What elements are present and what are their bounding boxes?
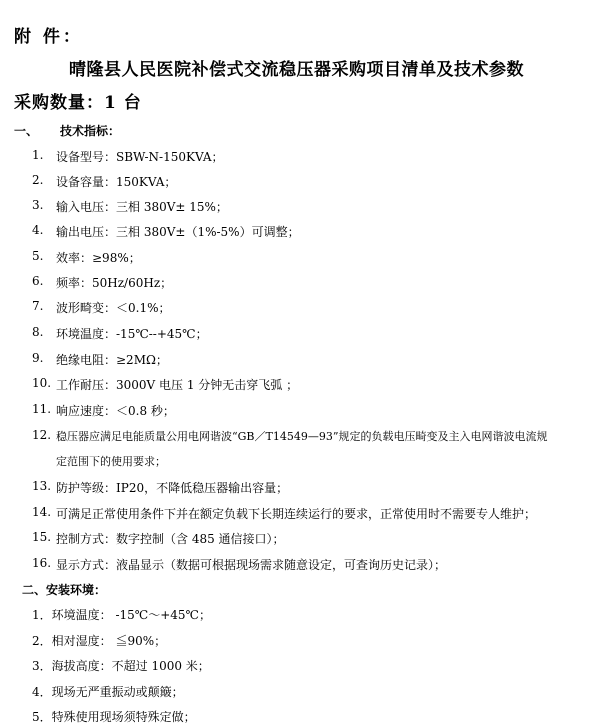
spec-item-number: 4.	[32, 223, 44, 237]
install-item: 4．现场无严重振动或颠簸；	[32, 685, 184, 699]
spec-item-text: 防护等级：IP20，不降低稳压器输出容量；	[56, 481, 289, 495]
spec-item-number: 2.	[32, 173, 44, 187]
spec-item-text: 可满足正常使用条件下并在额定负载下长期连续运行的要求，正常使用时不需要专人维护；	[56, 507, 537, 521]
spec-item-text: 效率：≥98%；	[56, 251, 141, 265]
spec-item-text: 设备容量：150KVA；	[56, 175, 177, 189]
spec-item-number: 15.	[32, 530, 52, 544]
spec-item-text: 输入电压：三相 380V± 15%；	[56, 200, 228, 214]
spec-item-text: 定范围下的使用要求；	[56, 455, 166, 468]
spec-item-text: 输出电压：三相 380V±（1%-5%）可调整；	[56, 225, 300, 239]
section-title: 技术指标：	[60, 124, 121, 138]
spec-item-text: 显示方式：液晶显示（数据可根据现场需求随意设定，可查询历史记录）；	[56, 558, 447, 572]
spec-item-text: 稳压器应满足电能质量公用电网谐波“GB／T14549—93”规定的负载电压畸变及主入电网谐波电流规	[56, 430, 548, 443]
spec-item-number: 9.	[32, 351, 44, 365]
spec-item-number: 11.	[32, 402, 52, 416]
spec-item-number: 8.	[32, 325, 44, 339]
spec-item-number: 3.	[32, 198, 44, 212]
section-installation-heading: 二、安装环境：	[22, 583, 107, 597]
spec-item-number: 16.	[32, 556, 52, 570]
spec-item-text: 波形畸变：＜0.1%；	[56, 301, 171, 315]
spec-item-number: 5.	[32, 249, 44, 263]
section-number: 一、	[14, 124, 39, 138]
install-item: 3．海拔高度：不超过 1000 米；	[32, 659, 210, 673]
spec-item-text: 环境温度：-15℃--+45℃；	[56, 327, 208, 341]
spec-item-text: 频率：50Hz/60Hz；	[56, 276, 173, 290]
spec-item-number: 14.	[32, 505, 52, 519]
install-item: 2．相对湿度： ≦90%；	[32, 634, 167, 648]
spec-item-text: 控制方式：数字控制（含 485 通信接口）；	[56, 532, 285, 546]
spec-item-text: 工作耐压：3000V 电压 1 分钟无击穿飞弧 ；	[56, 378, 299, 392]
spec-item-number: 10.	[32, 376, 52, 390]
install-item: 1．环境温度： -15℃～+45℃；	[32, 608, 211, 622]
spec-item-text: 绝缘电阻：≥2MΩ；	[56, 353, 168, 367]
spec-item-number: 6.	[32, 274, 44, 288]
spec-item-number: 1.	[32, 148, 44, 162]
install-item: 5．特殊使用现场须特殊定做；	[32, 710, 196, 724]
document-title: 晴隆县人民医院补偿式交流稳压器采购项目清单及技术参数	[69, 60, 524, 80]
spec-item-number: 13.	[32, 479, 52, 493]
spec-item-number: 7.	[32, 299, 44, 313]
attachment-label: 附 件：	[14, 27, 83, 47]
spec-item-text: 设备型号：SBW-N-150KVA；	[56, 150, 224, 164]
purchase-quantity: 采购数量：1 台	[14, 93, 142, 113]
spec-item-text: 响应速度：＜0.8 秒；	[56, 404, 175, 418]
spec-item-number: 12.	[32, 428, 52, 442]
